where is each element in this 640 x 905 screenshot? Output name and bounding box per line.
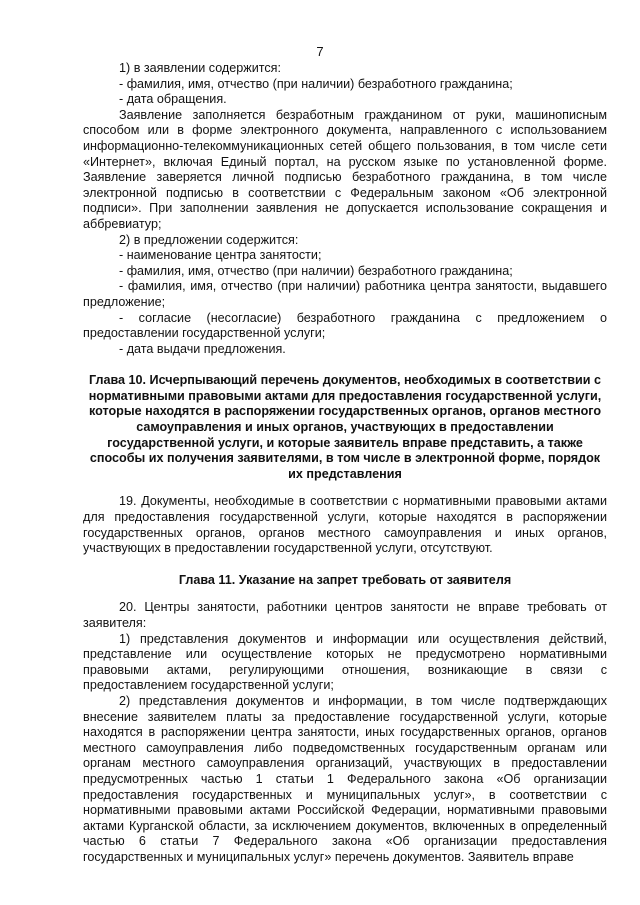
paragraph: Заявление заполняется безработным гражданином от руки, машинописным способом или в форме электронного документа, направленного с использованием информационно-телекоммуникационных сетей общего пользования, в том числе сети «Интернет», включая Единый портал, на русском языке по установленной форме. Заявление заверяется личной подписью безработного гражданина, в том числе электронной подписью в соответствии с Федеральным законом «Об электронной подписи». При заполнении заявления не допускается использование сокращения и аббревиатур; xyxy=(83,107,607,231)
list-item: - согласие (несогласие) безработного гражданина с предложением о предоставлении государственной услуги; xyxy=(83,310,607,341)
paragraph: 19. Документы, необходимые в соответствии с нормативными правовыми актами для предоставления государственной услуги, которые находятся в распоряжении государственных органов, органов местного самоуправления и иных органов, участвующих в предоставлении государственной услуги, отсутствуют. xyxy=(83,494,607,556)
list-item: - фамилия, имя, отчество (при наличии) работника центра занятости, выдавшего предложение; xyxy=(83,279,607,309)
list-item: 2) в предложении содержится: xyxy=(119,232,299,247)
paragraph: 20. Центры занятости, работники центров занятости не вправе требовать от заявителя: xyxy=(83,600,607,630)
list-item: - фамилия, имя, отчество (при наличии) безработного гражданина; xyxy=(119,263,513,278)
paragraph: 1) представления документов и информации или осуществления действий, представление или осуществление которых не предусмотрено нормативными правовыми актами, регулирующими отношения, возникающие в связи с предоставлением государственной услуги; xyxy=(83,631,607,693)
list-item: 1) в заявлении содержится: xyxy=(119,61,281,75)
list-item: - фамилия, имя, отчество (при наличии) безработного гражданина; xyxy=(119,76,513,91)
paragraph: 2) представления документов и информации, в том числе подтверждающих внесение заявителем платы за предоставление государственной услуги, которые находятся в распоряжении центра занятости, иных государственных органов, органов местного самоуправления либо подведомственных государственным органам или органам местного самоуправления организаций, участвующих в предоставлении предусмотренных частью 1 статьи 1 Федерального закона «Об организации предоставления государственных и муниципальных услуг», в соответствии с нормативными правовыми актами Российской Федерации, нормативными правовыми актами Курганской области, за исключением документов, включенных в определенный частью 6 статьи 7 Федерального закона «Об организации предоставления государственных и муниципальных услуг» перечень документов. Заявитель вправе xyxy=(83,693,607,864)
list-item: - дата обращения. xyxy=(119,92,227,107)
page-number: 7 xyxy=(316,44,324,59)
list-item: - дата выдачи предложения. xyxy=(119,341,286,356)
chapter-10-heading: Глава 10. Исчерпывающий перечень документов, необходимых в соответствии с нормативными правовыми актами для предоставления государственной услуги, которые находятся в распоряжении государственных органов, органов местного самоуправления и иных органов, участвующих в предоставлении государственной услуги, и которые заявитель вправе представить, а также способы их получения заявителями, в том числе в электронной форме, порядок их представления xyxy=(88,373,602,481)
chapter-11-heading: Глава 11. Указание на запрет требовать от заявителя xyxy=(178,572,512,587)
document-body xyxy=(83,61,607,866)
list-item: - наименование центра занятости; xyxy=(119,248,322,263)
